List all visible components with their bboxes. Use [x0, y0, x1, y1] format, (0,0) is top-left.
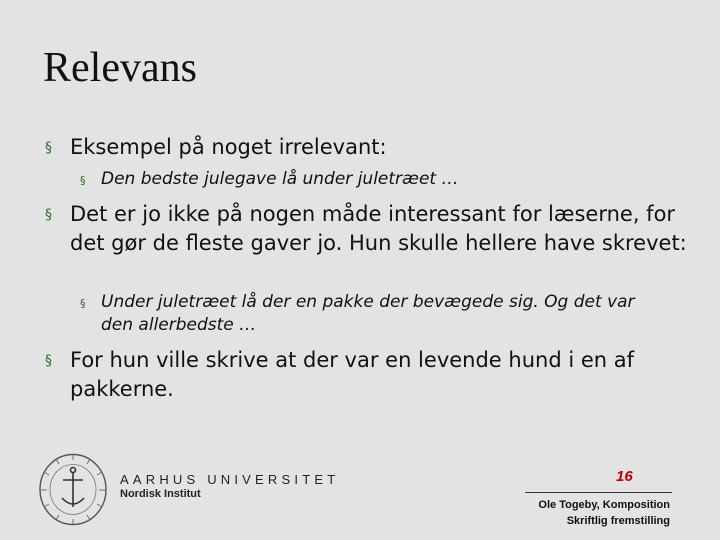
- course-name: Skriftlig fremstilling: [566, 515, 670, 527]
- author-block: [538, 497, 670, 529]
- bullet-marker: §: [45, 353, 52, 369]
- footer-divider: [525, 492, 672, 493]
- bullet-level2: [80, 168, 671, 191]
- bullet-level1: [45, 133, 690, 162]
- university-seal-icon: [38, 452, 108, 527]
- page-number: 16: [616, 468, 633, 485]
- bullet-text: Det er jo ikke på nogen måde interessant for læserne, for det gør de fleste gaver jo. Hun skulle hellere have skrevet:: [70, 202, 687, 255]
- slide-title: Relevans: [43, 45, 197, 91]
- bullet-level2: [80, 291, 671, 337]
- bullet-level1: [45, 200, 690, 258]
- institute-name: Nordisk Institut: [120, 488, 201, 500]
- university-name: AARHUS UNIVERSITET: [120, 472, 340, 487]
- bullet-text: Under juletræet lå der en pakke der bevægede sig. Og det var den allerbedste …: [101, 292, 635, 335]
- author-name: Ole Togeby, Komposition: [538, 499, 670, 511]
- bullet-level1: [45, 346, 690, 404]
- bullet-marker: §: [45, 140, 52, 156]
- bullet-marker: §: [80, 174, 86, 187]
- bullet-marker: §: [80, 297, 86, 310]
- bullet-text: Eksempel på noget irrelevant:: [70, 135, 387, 159]
- bullet-text: Den bedste julegave lå under juletræet …: [101, 169, 459, 189]
- bullet-marker: §: [45, 207, 52, 223]
- bullet-text: For hun ville skrive at der var en levende hund i en af pakkerne.: [70, 348, 635, 401]
